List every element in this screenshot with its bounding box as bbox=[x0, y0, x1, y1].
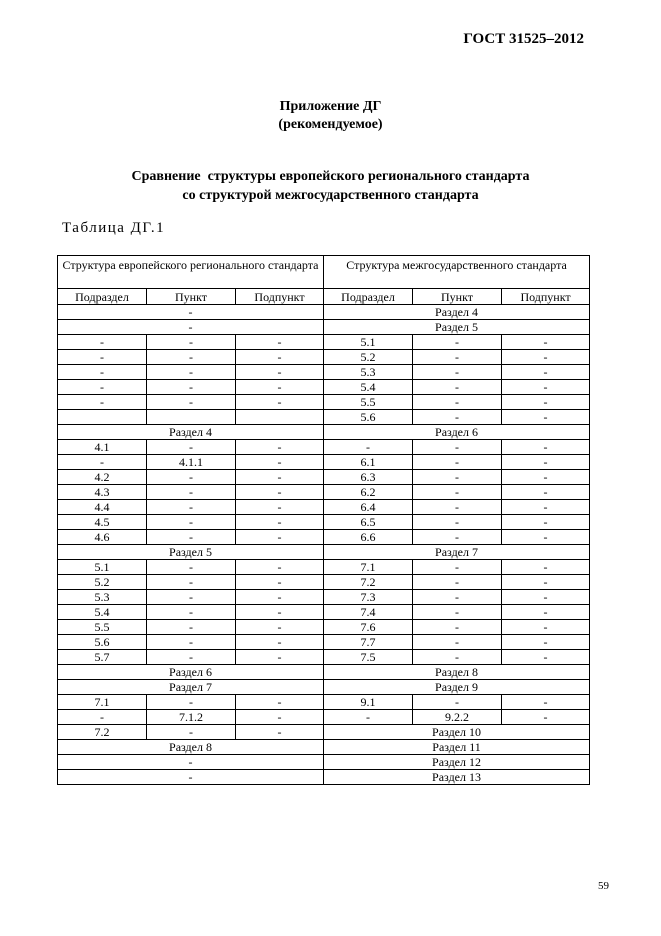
table-cell: 4.4 bbox=[58, 500, 147, 515]
table-row bbox=[58, 695, 590, 710]
table-cell: - bbox=[502, 695, 590, 710]
table-cell: - bbox=[502, 590, 590, 605]
table-cell: - bbox=[413, 695, 502, 710]
table-cell: 5.2 bbox=[324, 350, 413, 365]
table-row bbox=[58, 410, 590, 425]
table-cell: 5.4 bbox=[58, 605, 147, 620]
table-cell: - bbox=[147, 440, 236, 455]
table-cell: 5.3 bbox=[324, 365, 413, 380]
table-cell: - bbox=[58, 365, 147, 380]
table-cell: 6.5 bbox=[324, 515, 413, 530]
table-row bbox=[58, 560, 590, 575]
section-cell: Раздел 9 bbox=[324, 680, 590, 695]
table-cell: 9.2.2 bbox=[413, 710, 502, 725]
table-cell: 5.5 bbox=[58, 620, 147, 635]
section-cell: Раздел 5 bbox=[58, 545, 324, 560]
table-cell: 4.1 bbox=[58, 440, 147, 455]
table-cell: - bbox=[413, 590, 502, 605]
table-cell: 5.2 bbox=[58, 575, 147, 590]
section-cell: Раздел 4 bbox=[58, 425, 324, 440]
table-cell: - bbox=[502, 485, 590, 500]
table-cell: 5.1 bbox=[58, 560, 147, 575]
column-header: Подпункт bbox=[236, 289, 324, 305]
table-cell: - bbox=[147, 560, 236, 575]
table-cell: 7.2 bbox=[324, 575, 413, 590]
table-cell: - bbox=[502, 650, 590, 665]
table-cell: - bbox=[502, 530, 590, 545]
table-row bbox=[58, 620, 590, 635]
table-cell: - bbox=[502, 500, 590, 515]
section-cell: Раздел 8 bbox=[58, 740, 324, 755]
appendix-title: Приложение ДГ bbox=[279, 99, 382, 114]
table-row bbox=[58, 635, 590, 650]
table-cell: - bbox=[413, 620, 502, 635]
table-cell: 5.5 bbox=[324, 395, 413, 410]
table-row bbox=[58, 320, 590, 335]
table-cell bbox=[147, 410, 236, 425]
section-cell: Раздел 5 bbox=[324, 320, 590, 335]
table-row bbox=[58, 755, 590, 770]
table-cell: - bbox=[147, 335, 236, 350]
table-cell: - bbox=[236, 365, 324, 380]
group-header-interstate: Структура межгосударственного стандарта bbox=[324, 256, 590, 289]
table-cell: - bbox=[236, 500, 324, 515]
table-cell: - bbox=[147, 635, 236, 650]
table-cell: - bbox=[236, 470, 324, 485]
section-cell: Раздел 6 bbox=[324, 425, 590, 440]
table-cell: - bbox=[413, 455, 502, 470]
section-cell: Раздел 10 bbox=[324, 725, 590, 740]
table-cell: 7.7 bbox=[324, 635, 413, 650]
table-cell: 4.6 bbox=[58, 530, 147, 545]
table-row bbox=[58, 470, 590, 485]
table-cell: - bbox=[502, 620, 590, 635]
table-cell: - bbox=[502, 635, 590, 650]
table-row bbox=[58, 515, 590, 530]
table-cell: - bbox=[413, 335, 502, 350]
table-row bbox=[58, 365, 590, 380]
table-cell: 7.4 bbox=[324, 605, 413, 620]
table-cell: - bbox=[147, 530, 236, 545]
table-cell: - bbox=[502, 335, 590, 350]
comparison-table bbox=[57, 255, 590, 785]
table-row bbox=[58, 710, 590, 725]
table-cell: 7.2 bbox=[58, 725, 147, 740]
column-header: Подпункт bbox=[502, 289, 590, 305]
table-row bbox=[58, 725, 590, 740]
comparison-heading bbox=[0, 167, 661, 205]
table-cell: - bbox=[413, 530, 502, 545]
table-cell: - bbox=[236, 455, 324, 470]
table-cell: 7.3 bbox=[324, 590, 413, 605]
table-cell: 6.6 bbox=[324, 530, 413, 545]
table-row bbox=[58, 545, 590, 560]
table-group-header-row bbox=[58, 256, 590, 289]
table-cell: - bbox=[502, 380, 590, 395]
section-cell: - bbox=[58, 305, 324, 320]
table-cell: - bbox=[502, 440, 590, 455]
table-row bbox=[58, 530, 590, 545]
section-cell: - bbox=[58, 770, 324, 785]
table-cell: - bbox=[236, 575, 324, 590]
table-cell: - bbox=[324, 710, 413, 725]
table-cell: - bbox=[413, 575, 502, 590]
appendix-heading bbox=[0, 98, 661, 134]
table-row bbox=[58, 425, 590, 440]
table-cell: - bbox=[502, 710, 590, 725]
table-cell: - bbox=[147, 380, 236, 395]
table-cell: - bbox=[413, 560, 502, 575]
table-cell: - bbox=[147, 350, 236, 365]
table-cell: - bbox=[502, 515, 590, 530]
table-cell: - bbox=[147, 500, 236, 515]
table-cell: - bbox=[236, 560, 324, 575]
table-cell: - bbox=[502, 560, 590, 575]
table-cell: - bbox=[413, 470, 502, 485]
table-cell: - bbox=[236, 590, 324, 605]
table-caption: Таблица ДГ.1 bbox=[62, 220, 166, 236]
table-cell: - bbox=[413, 515, 502, 530]
table-cell: - bbox=[147, 470, 236, 485]
table-row bbox=[58, 395, 590, 410]
section-cell: Раздел 7 bbox=[58, 680, 324, 695]
table-cell: 5.7 bbox=[58, 650, 147, 665]
table-row bbox=[58, 305, 590, 320]
table-cell: 5.4 bbox=[324, 380, 413, 395]
table-cell: - bbox=[236, 380, 324, 395]
section-cell: - bbox=[58, 755, 324, 770]
table-cell: - bbox=[236, 710, 324, 725]
table-cell: - bbox=[147, 515, 236, 530]
document-code: ГОСТ 31525–2012 bbox=[463, 31, 584, 47]
table-cell: - bbox=[147, 485, 236, 500]
table-row bbox=[58, 680, 590, 695]
table-cell: - bbox=[236, 440, 324, 455]
table-cell: - bbox=[502, 575, 590, 590]
table-cell: 5.6 bbox=[324, 410, 413, 425]
table-cell: 5.6 bbox=[58, 635, 147, 650]
table-row bbox=[58, 485, 590, 500]
table-cell: 6.2 bbox=[324, 485, 413, 500]
table-cell: - bbox=[236, 725, 324, 740]
table-cell: 7.1 bbox=[324, 560, 413, 575]
table-cell: - bbox=[58, 380, 147, 395]
table-row bbox=[58, 440, 590, 455]
table-row bbox=[58, 350, 590, 365]
table-cell: - bbox=[236, 635, 324, 650]
table-cell: 4.3 bbox=[58, 485, 147, 500]
table-cell: - bbox=[236, 515, 324, 530]
column-header: Подраздел bbox=[324, 289, 413, 305]
table-cell: 6.4 bbox=[324, 500, 413, 515]
table-row bbox=[58, 575, 590, 590]
table-cell: 6.1 bbox=[324, 455, 413, 470]
table-cell: - bbox=[147, 620, 236, 635]
table-row bbox=[58, 770, 590, 785]
table-cell bbox=[236, 410, 324, 425]
table-cell: - bbox=[502, 350, 590, 365]
table-row bbox=[58, 590, 590, 605]
table-cell: - bbox=[236, 620, 324, 635]
table-cell: - bbox=[413, 380, 502, 395]
section-cell: Раздел 6 bbox=[58, 665, 324, 680]
table-cell: - bbox=[236, 485, 324, 500]
heading-line-1: Сравнение структуры европейского регионального стандарта bbox=[131, 169, 530, 184]
table-cell: 7.5 bbox=[324, 650, 413, 665]
table-cell: - bbox=[147, 590, 236, 605]
page-number: 59 bbox=[598, 880, 609, 892]
table-column-header-row bbox=[58, 289, 590, 305]
table-cell: - bbox=[236, 335, 324, 350]
table-row bbox=[58, 665, 590, 680]
table-cell: - bbox=[236, 605, 324, 620]
table-row bbox=[58, 650, 590, 665]
table-cell: 9.1 bbox=[324, 695, 413, 710]
table-cell: - bbox=[502, 410, 590, 425]
table-cell: 7.1.2 bbox=[147, 710, 236, 725]
table-cell: 4.2 bbox=[58, 470, 147, 485]
table-cell: - bbox=[324, 440, 413, 455]
table-row bbox=[58, 455, 590, 470]
table-cell: - bbox=[147, 650, 236, 665]
table-cell: - bbox=[236, 530, 324, 545]
section-cell: Раздел 7 bbox=[324, 545, 590, 560]
table-cell: - bbox=[413, 440, 502, 455]
table-cell: - bbox=[413, 410, 502, 425]
table-cell: - bbox=[58, 455, 147, 470]
table-cell: - bbox=[413, 395, 502, 410]
table-cell: - bbox=[413, 350, 502, 365]
table-cell: - bbox=[502, 455, 590, 470]
table-cell: - bbox=[147, 695, 236, 710]
table-cell: - bbox=[413, 650, 502, 665]
table-row bbox=[58, 335, 590, 350]
table-cell: - bbox=[147, 575, 236, 590]
table-cell: - bbox=[502, 395, 590, 410]
table-cell: 7.1 bbox=[58, 695, 147, 710]
table-cell: - bbox=[502, 605, 590, 620]
heading-line-2: со структурой межгосударственного стандарта bbox=[182, 188, 479, 203]
table-cell: - bbox=[413, 605, 502, 620]
table-cell: - bbox=[147, 365, 236, 380]
table-cell bbox=[58, 410, 147, 425]
group-header-european: Структура европейского регионального стандарта bbox=[58, 256, 324, 289]
table-cell: 4.5 bbox=[58, 515, 147, 530]
table-cell: - bbox=[413, 500, 502, 515]
table-cell: - bbox=[147, 725, 236, 740]
table-cell: - bbox=[58, 395, 147, 410]
table-cell: - bbox=[58, 335, 147, 350]
column-header: Подраздел bbox=[58, 289, 147, 305]
section-cell: Раздел 8 bbox=[324, 665, 590, 680]
table-cell: - bbox=[58, 710, 147, 725]
table-cell: 4.1.1 bbox=[147, 455, 236, 470]
table-cell: - bbox=[236, 695, 324, 710]
column-header: Пункт bbox=[413, 289, 502, 305]
table-cell: 5.3 bbox=[58, 590, 147, 605]
column-header: Пункт bbox=[147, 289, 236, 305]
section-cell: - bbox=[58, 320, 324, 335]
table-cell: 5.1 bbox=[324, 335, 413, 350]
table-cell: 7.6 bbox=[324, 620, 413, 635]
table-cell: - bbox=[147, 395, 236, 410]
table-cell: - bbox=[502, 470, 590, 485]
table-cell: - bbox=[236, 350, 324, 365]
appendix-subtitle: (рекомендуемое) bbox=[278, 117, 383, 132]
table-cell: - bbox=[147, 605, 236, 620]
table-cell: 6.3 bbox=[324, 470, 413, 485]
table-row bbox=[58, 740, 590, 755]
table-cell: - bbox=[413, 485, 502, 500]
table-row bbox=[58, 500, 590, 515]
table-cell: - bbox=[236, 395, 324, 410]
table-cell: - bbox=[58, 350, 147, 365]
table-cell: - bbox=[236, 650, 324, 665]
table-cell: - bbox=[502, 365, 590, 380]
section-cell: Раздел 12 bbox=[324, 755, 590, 770]
table-row bbox=[58, 380, 590, 395]
section-cell: Раздел 11 bbox=[324, 740, 590, 755]
table-row bbox=[58, 605, 590, 620]
section-cell: Раздел 4 bbox=[324, 305, 590, 320]
table-cell: - bbox=[413, 365, 502, 380]
section-cell: Раздел 13 bbox=[324, 770, 590, 785]
table-cell: - bbox=[413, 635, 502, 650]
